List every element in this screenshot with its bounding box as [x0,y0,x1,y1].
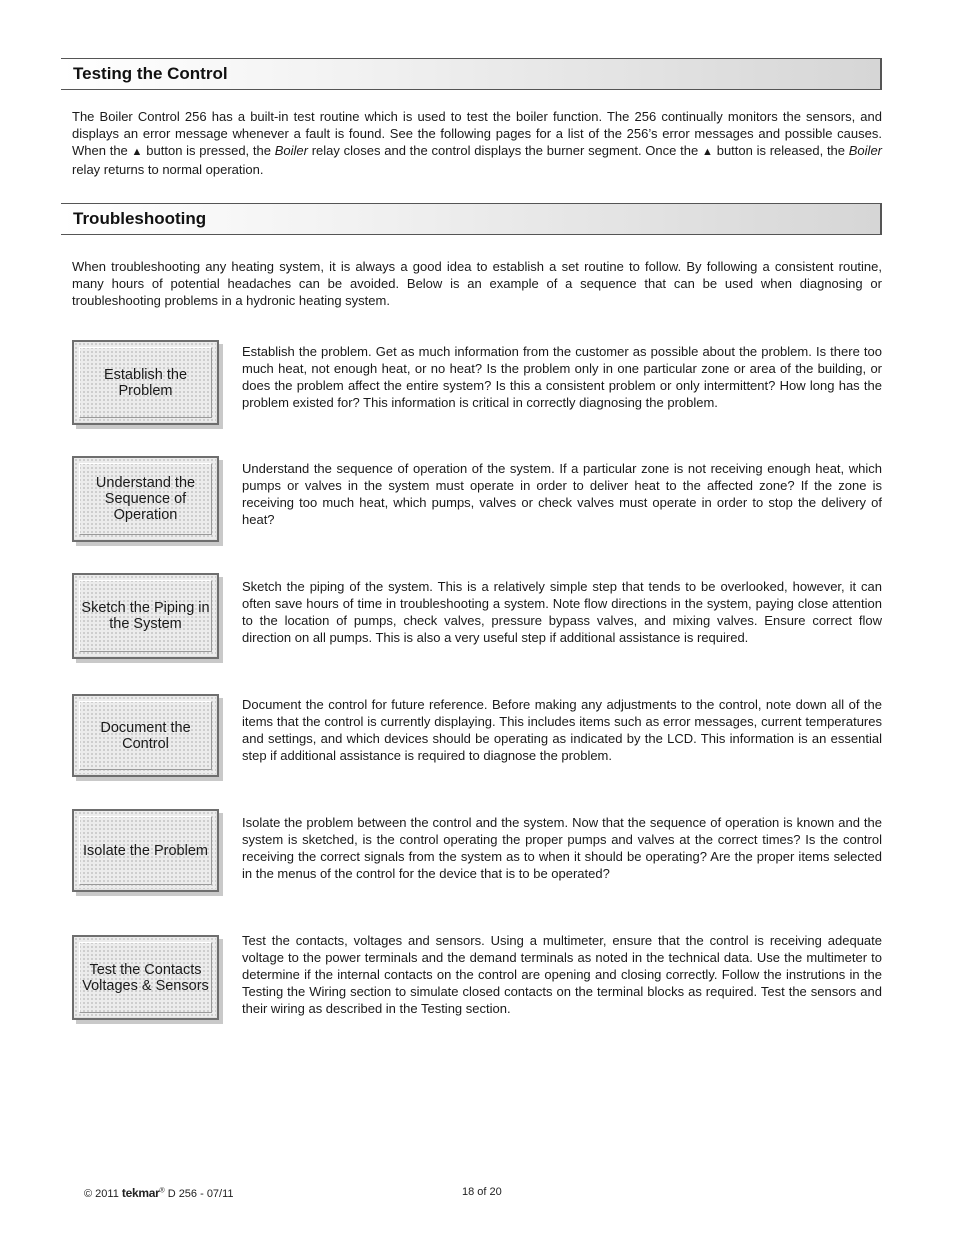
text-run: relay closes and the control displays the burner segment. Once the [307,143,702,158]
step-label: Sketch the Piping in the System [79,580,212,652]
registered-mark: ® [159,1187,165,1195]
up-arrow-icon: ▲ [131,146,143,158]
section-title: Testing the Control [73,64,228,83]
section-header-testing [61,58,882,90]
step-description: Understand the sequence of operation of the system. If a particular zone is not receiving enough heat, which pumps or valves in the system must operate in order to deliver heat to the affected zone? If the zone is receiving too much heat, which pumps, valves or check valves must operate in order to stop the delivery of heat? [242,461,882,527]
text-run: button is released, the [712,143,849,158]
step-description: Document the control for future reference. Before making any adjustments to the control, note down all of the items that the control is currently displaying. This includes items such as error messages, current temperatures and settings, and which devices should be operating as indicated by the LCD. This information is an essential step if additional assistance is required to diagnose the problem. [242,697,882,763]
step-box-understand [72,456,219,542]
step-description: Isolate the problem between the control and the system. Now that the sequence of operation is known and the system is sketched, is the control operating the proper pumps and valves at the correct times? Is the control receiving the correct signals from the system as to when it should be operating? Are the proper items selected in the menus of the control for the device that is to be operated? [242,815,882,881]
step-box-isolate [72,809,219,892]
section-title: Troubleshooting [73,209,207,228]
up-arrow-icon: ▲ [701,146,713,158]
step-label: Test the Contacts Voltages & Sensors [79,942,212,1013]
step-description: Test the contacts, voltages and sensors. Using a multimeter, ensure that the control is receiving adequate voltage to the power terminals and the demand terminals as noted in the technical data. Use the multimeter to determine if the internal contacts on the control are opening and closing correctly. Follow the instrutions in the Testing the Wiring section to simulate closed contacts on the terminal blocks as required. Test the sensors and their wiring as described in the Testing section. [242,933,882,1016]
boiler-term: Boiler [848,143,883,158]
step-description: Sketch the piping of the system. This is a relatively simple step that tends to be overlooked, however, it can often save hours of time in troubleshooting a system. Note flow directions in the system, paying close attention to the location of pumps, check valves, pressure bypass valves, and mixing valves. Ensure correct flow direction on all pumps. This is also a very useful step if additional assistance is required. [242,579,882,645]
brand-logo: tekmar [121,1186,160,1200]
step-description: Establish the problem. Get as much information from the customer as possible about the problem. Is there too much heat, not enough heat, or no heat? Is the problem only in one particular zone or area of the building, or does the problem affect the entire system? Is this a consistent problem or only intermittent? How long has the problem existed for? This information is critical in correctly diagnosing the problem. [242,344,882,410]
step-label: Isolate the Problem [79,816,212,885]
step-label: Document the Control [79,701,212,770]
troubleshooting-intro: When troubleshooting any heating system, it is always a good idea to establish a set routine to follow. By following a consistent routine, many hours of potential headaches can be avoided. Below is an example of a sequence that can be used when diagnosing or troubleshooting problems in a hydronic heating system. [72,259,882,308]
section-header-troubleshooting [61,203,882,235]
testing-paragraph [72,108,882,178]
boiler-term: Boiler [274,143,308,158]
footer-left [84,1186,234,1200]
text-run: The Boiler Control 256 has a built-in test routine which is used to test the boiler function. The 256 continually monitors the sensors, and displays an error message whenever a fault is found. See the following pages for a list of the 256’s error messages and possible causes. When the [72,109,882,158]
page-number: 18 of 20 [462,1186,502,1198]
copyright: © 2011 [84,1188,119,1200]
text-run: relay returns to normal operation. [72,162,264,177]
step-label: Understand the Sequence of Operation [79,463,212,535]
step-label: Establish the Problem [79,347,212,418]
step-box-document [72,694,219,777]
text-run: button is pressed, the [142,143,275,158]
document-code: D 256 - 07/11 [167,1188,234,1200]
step-box-sketch [72,573,219,659]
step-box-test [72,935,219,1020]
step-box-establish [72,340,219,425]
